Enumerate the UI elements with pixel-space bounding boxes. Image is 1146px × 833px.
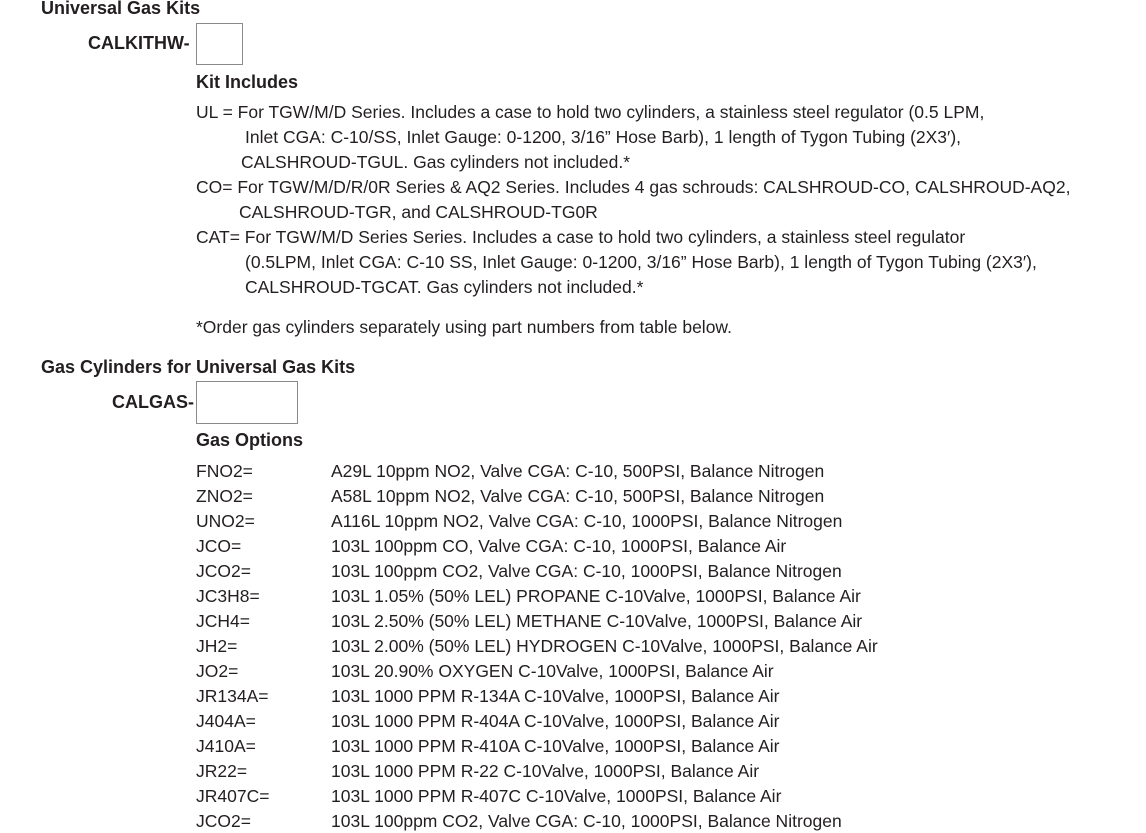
gas-option-code: JCO2=	[196, 561, 251, 581]
kit-includes-heading: Kit Includes	[196, 72, 299, 92]
gas-option-code: J404A=	[196, 711, 256, 731]
gas-option-input-box[interactable]	[196, 381, 298, 424]
gas-option-description: 103L 100ppm CO, Valve CGA: C-10, 1000PSI, Balance Air	[331, 536, 787, 556]
gas-option-description: 103L 2.00% (50% LEL) HYDROGEN C-10Valve, 1000PSI, Balance Air	[331, 636, 878, 656]
part-prefix-calgas: CALGAS-	[112, 392, 194, 412]
kit-item-ul-line2: Inlet CGA: C-10/SS, Inlet Gauge: 0-1200, 3/16” Hose Barb), 1 length of Tygon Tubing (2X3′),	[245, 127, 962, 147]
gas-option-description: 103L 1000 PPM R-404A C-10Valve, 1000PSI, Balance Air	[331, 711, 780, 731]
gas-option-code: JCO2=	[196, 811, 251, 831]
gas-option-code: JR407C=	[196, 786, 270, 806]
kit-item-ul-line1: UL = For TGW/M/D Series. Includes a case to hold two cylinders, a stainless steel regulator (0.5 LPM,	[196, 102, 985, 122]
gas-option-description: 103L 100ppm CO2, Valve CGA: C-10, 1000PSI, Balance Nitrogen	[331, 811, 842, 831]
gas-option-description: 103L 1000 PPM R-407C C-10Valve, 1000PSI, Balance Air	[331, 786, 782, 806]
section-title-universal-gas-kits: Universal Gas Kits	[41, 0, 201, 18]
gas-option-code: JO2=	[196, 661, 239, 681]
gas-option-code: JCO=	[196, 536, 242, 556]
gas-option-code: JCH4=	[196, 611, 250, 631]
gas-option-code: JR22=	[196, 761, 248, 781]
gas-option-description: 103L 1000 PPM R-134A C-10Valve, 1000PSI, Balance Air	[331, 686, 780, 706]
gas-option-code: JH2=	[196, 636, 238, 656]
gas-option-description: A58L 10ppm NO2, Valve CGA: C-10, 500PSI, Balance Nitrogen	[331, 486, 825, 506]
section-title-gas-cylinders: Gas Cylinders for Universal Gas Kits	[41, 357, 356, 377]
part-prefix-calkithw: CALKITHW-	[88, 33, 190, 53]
kit-item-co-line1: CO= For TGW/M/D/R/0R Series & AQ2 Series. Includes 4 gas schrouds: CALSHROUD-CO, CALSHROUD-AQ2,	[196, 177, 1071, 197]
kit-option-input-box[interactable]	[196, 23, 243, 65]
kit-item-cat-line1: CAT= For TGW/M/D Series Series. Includes a case to hold two cylinders, a stainless steel regulator	[196, 227, 966, 247]
kit-item-cat-line2: (0.5LPM, Inlet CGA: C-10 SS, Inlet Gauge: 0-1200, 3/16” Hose Barb), 1 length of Tygon Tubing (2X3′),	[245, 252, 1037, 272]
gas-option-code: J410A=	[196, 736, 256, 756]
order-footnote: *Order gas cylinders separately using part numbers from table below.	[196, 317, 732, 337]
kit-item-cat-line3: CALSHROUD-TGCAT. Gas cylinders not included.*	[245, 277, 644, 297]
gas-options-heading: Gas Options	[196, 430, 304, 450]
gas-option-code: JC3H8=	[196, 586, 260, 606]
gas-option-description: 103L 20.90% OXYGEN C-10Valve, 1000PSI, Balance Air	[331, 661, 774, 681]
gas-option-code: JR134A=	[196, 686, 269, 706]
gas-option-description: 103L 1000 PPM R-22 C-10Valve, 1000PSI, Balance Air	[331, 761, 760, 781]
gas-option-code: ZNO2=	[196, 486, 253, 506]
gas-option-description: 103L 1.05% (50% LEL) PROPANE C-10Valve, 1000PSI, Balance Air	[331, 586, 861, 606]
gas-option-code: UNO2=	[196, 511, 255, 531]
gas-option-description: 103L 1000 PPM R-410A C-10Valve, 1000PSI, Balance Air	[331, 736, 780, 756]
gas-option-description: 103L 2.50% (50% LEL) METHANE C-10Valve, 1000PSI, Balance Air	[331, 611, 863, 631]
gas-option-description: A29L 10ppm NO2, Valve CGA: C-10, 500PSI, Balance Nitrogen	[331, 461, 825, 481]
gas-option-description: A116L 10ppm NO2, Valve CGA: C-10, 1000PSI, Balance Nitrogen	[331, 511, 843, 531]
gas-option-code: FNO2=	[196, 461, 253, 481]
kit-item-ul-line3: CALSHROUD-TGUL. Gas cylinders not included.*	[241, 152, 631, 172]
kit-item-co-line2: CALSHROUD-TGR, and CALSHROUD-TG0R	[239, 202, 598, 222]
gas-option-description: 103L 100ppm CO2, Valve CGA: C-10, 1000PSI, Balance Nitrogen	[331, 561, 842, 581]
